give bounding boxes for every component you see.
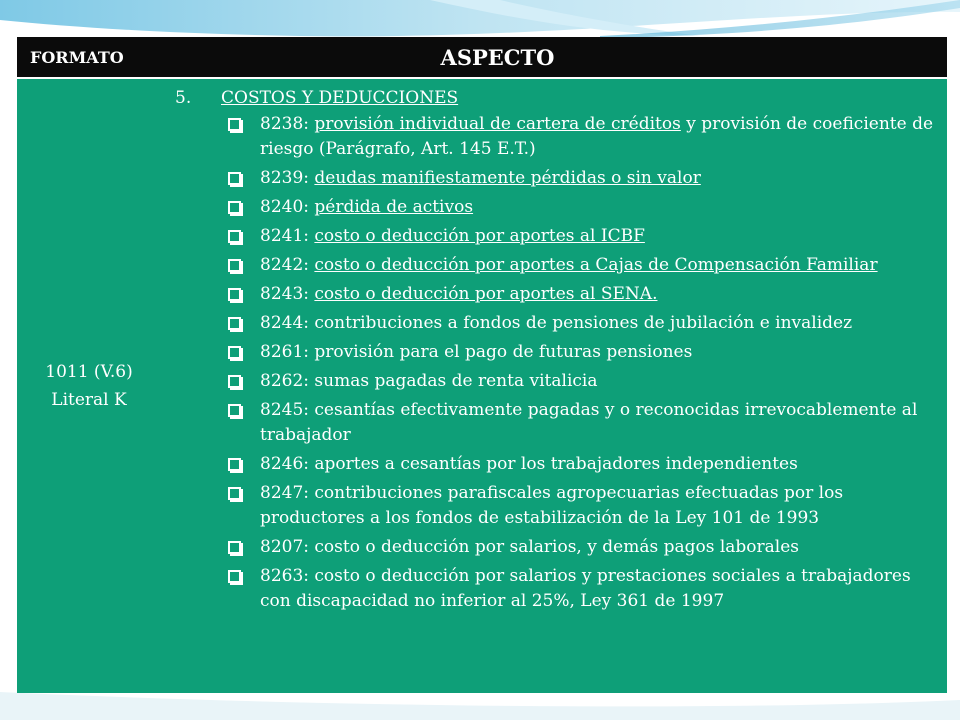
section-title: COSTOS Y DEDUCCIONES [221,88,459,108]
header-aspecto: ASPECTO [440,44,555,70]
item-text [260,481,941,531]
item-code: 8246: [260,454,315,474]
item-rest-text: y provisión de coeficiente de riesgo (Parágrafo, Art. 145 E.T.) [260,114,934,159]
item-code: 8262: [260,371,315,391]
item-text [260,195,941,220]
item-text [260,282,941,307]
item-rest-text: cesantías efectivamente pagadas y o reconocidas irrevocablemente al trabajador [260,400,918,445]
item-text [260,311,941,336]
section-number: 5. [175,88,192,108]
list-item [171,166,941,191]
item-rest-text: costo o deducción por salarios, y demás pagos laborales [314,537,800,557]
item-code: 8207: [260,537,315,557]
item-rest-text: aportes a cesantías por los trabajadores independientes [314,454,798,474]
item-rest-text: sumas pagadas de renta vitalicia [314,371,598,391]
list-item [171,195,941,220]
item-code: 8239: [260,168,315,188]
list-item [171,398,941,448]
item-rest-text: provisión para el pago de futuras pensiones [314,342,693,362]
item-linked-text: costo o deducción por aportes al SENA. [314,284,658,304]
content-table [17,37,947,693]
item-code: 8241: [260,226,315,246]
list-item [171,535,941,560]
list-item [171,112,941,162]
item-text [260,112,941,162]
item-linked-text: deudas manifiestamente pérdidas o sin valor [314,168,701,188]
item-code: 8245: [260,400,315,420]
item-code: 8238: [260,114,315,134]
item-code: 8242: [260,255,315,275]
checkbox-bullet-icon [228,346,241,359]
checkbox-bullet-icon [228,118,241,131]
item-text [260,369,941,394]
checkbox-bullet-icon [228,404,241,417]
list-item [171,369,941,394]
items-list [171,112,941,614]
item-code: 8240: [260,197,315,217]
section-heading [173,86,941,110]
item-code: 8263: [260,566,315,586]
list-item [171,564,941,614]
checkbox-bullet-icon [228,201,241,214]
list-item [171,481,941,531]
item-linked-text: costo o deducción por aportes al ICBF [314,226,645,246]
item-text [260,398,941,448]
item-text [260,340,941,365]
item-linked-text: provisión individual de cartera de créditos [314,114,681,134]
item-linked-text: pérdida de activos [314,197,474,217]
checkbox-bullet-icon [228,230,241,243]
item-code: 8261: [260,342,315,362]
item-rest-text: costo o deducción por salarios y prestaciones sociales a trabajadores con discapacidad no inferior al 25%, Ley 361 de 1997 [260,566,911,611]
item-code: 8247: [260,483,315,503]
checkbox-bullet-icon [228,259,241,272]
list-item [171,282,941,307]
list-item [171,311,941,336]
item-rest-text: contribuciones a fondos de pensiones de jubilación e invalidez [314,313,853,333]
formato-version: 1011 (V.6) [45,362,133,382]
formato-literal: Literal K [51,390,127,410]
table-header-row [17,37,947,79]
item-text [260,564,941,614]
checkbox-bullet-icon [228,541,241,554]
aspecto-cell [161,79,947,693]
item-text [260,166,941,191]
item-text [260,452,941,477]
item-linked-text: costo o deducción por aportes a Cajas de Compensación Familiar [314,255,878,275]
checkbox-bullet-icon [228,487,241,500]
list-item [171,452,941,477]
list-item [171,253,941,278]
item-rest-text: contribuciones parafiscales agropecuarias efectuadas por los productores a los fondos de estabilización de la Ley 101 de 1993 [260,483,844,528]
checkbox-bullet-icon [228,172,241,185]
item-code: 8243: [260,284,315,304]
checkbox-bullet-icon [228,458,241,471]
checkbox-bullet-icon [228,288,241,301]
checkbox-bullet-icon [228,570,241,583]
checkbox-bullet-icon [228,317,241,330]
formato-cell [17,79,161,693]
table-body-row [17,79,947,693]
checkbox-bullet-icon [228,375,241,388]
item-code: 8244: [260,313,315,333]
list-item [171,224,941,249]
item-text [260,224,941,249]
list-item [171,340,941,365]
item-text [260,535,941,560]
header-formato: FORMATO [30,47,124,67]
item-text [260,253,941,278]
